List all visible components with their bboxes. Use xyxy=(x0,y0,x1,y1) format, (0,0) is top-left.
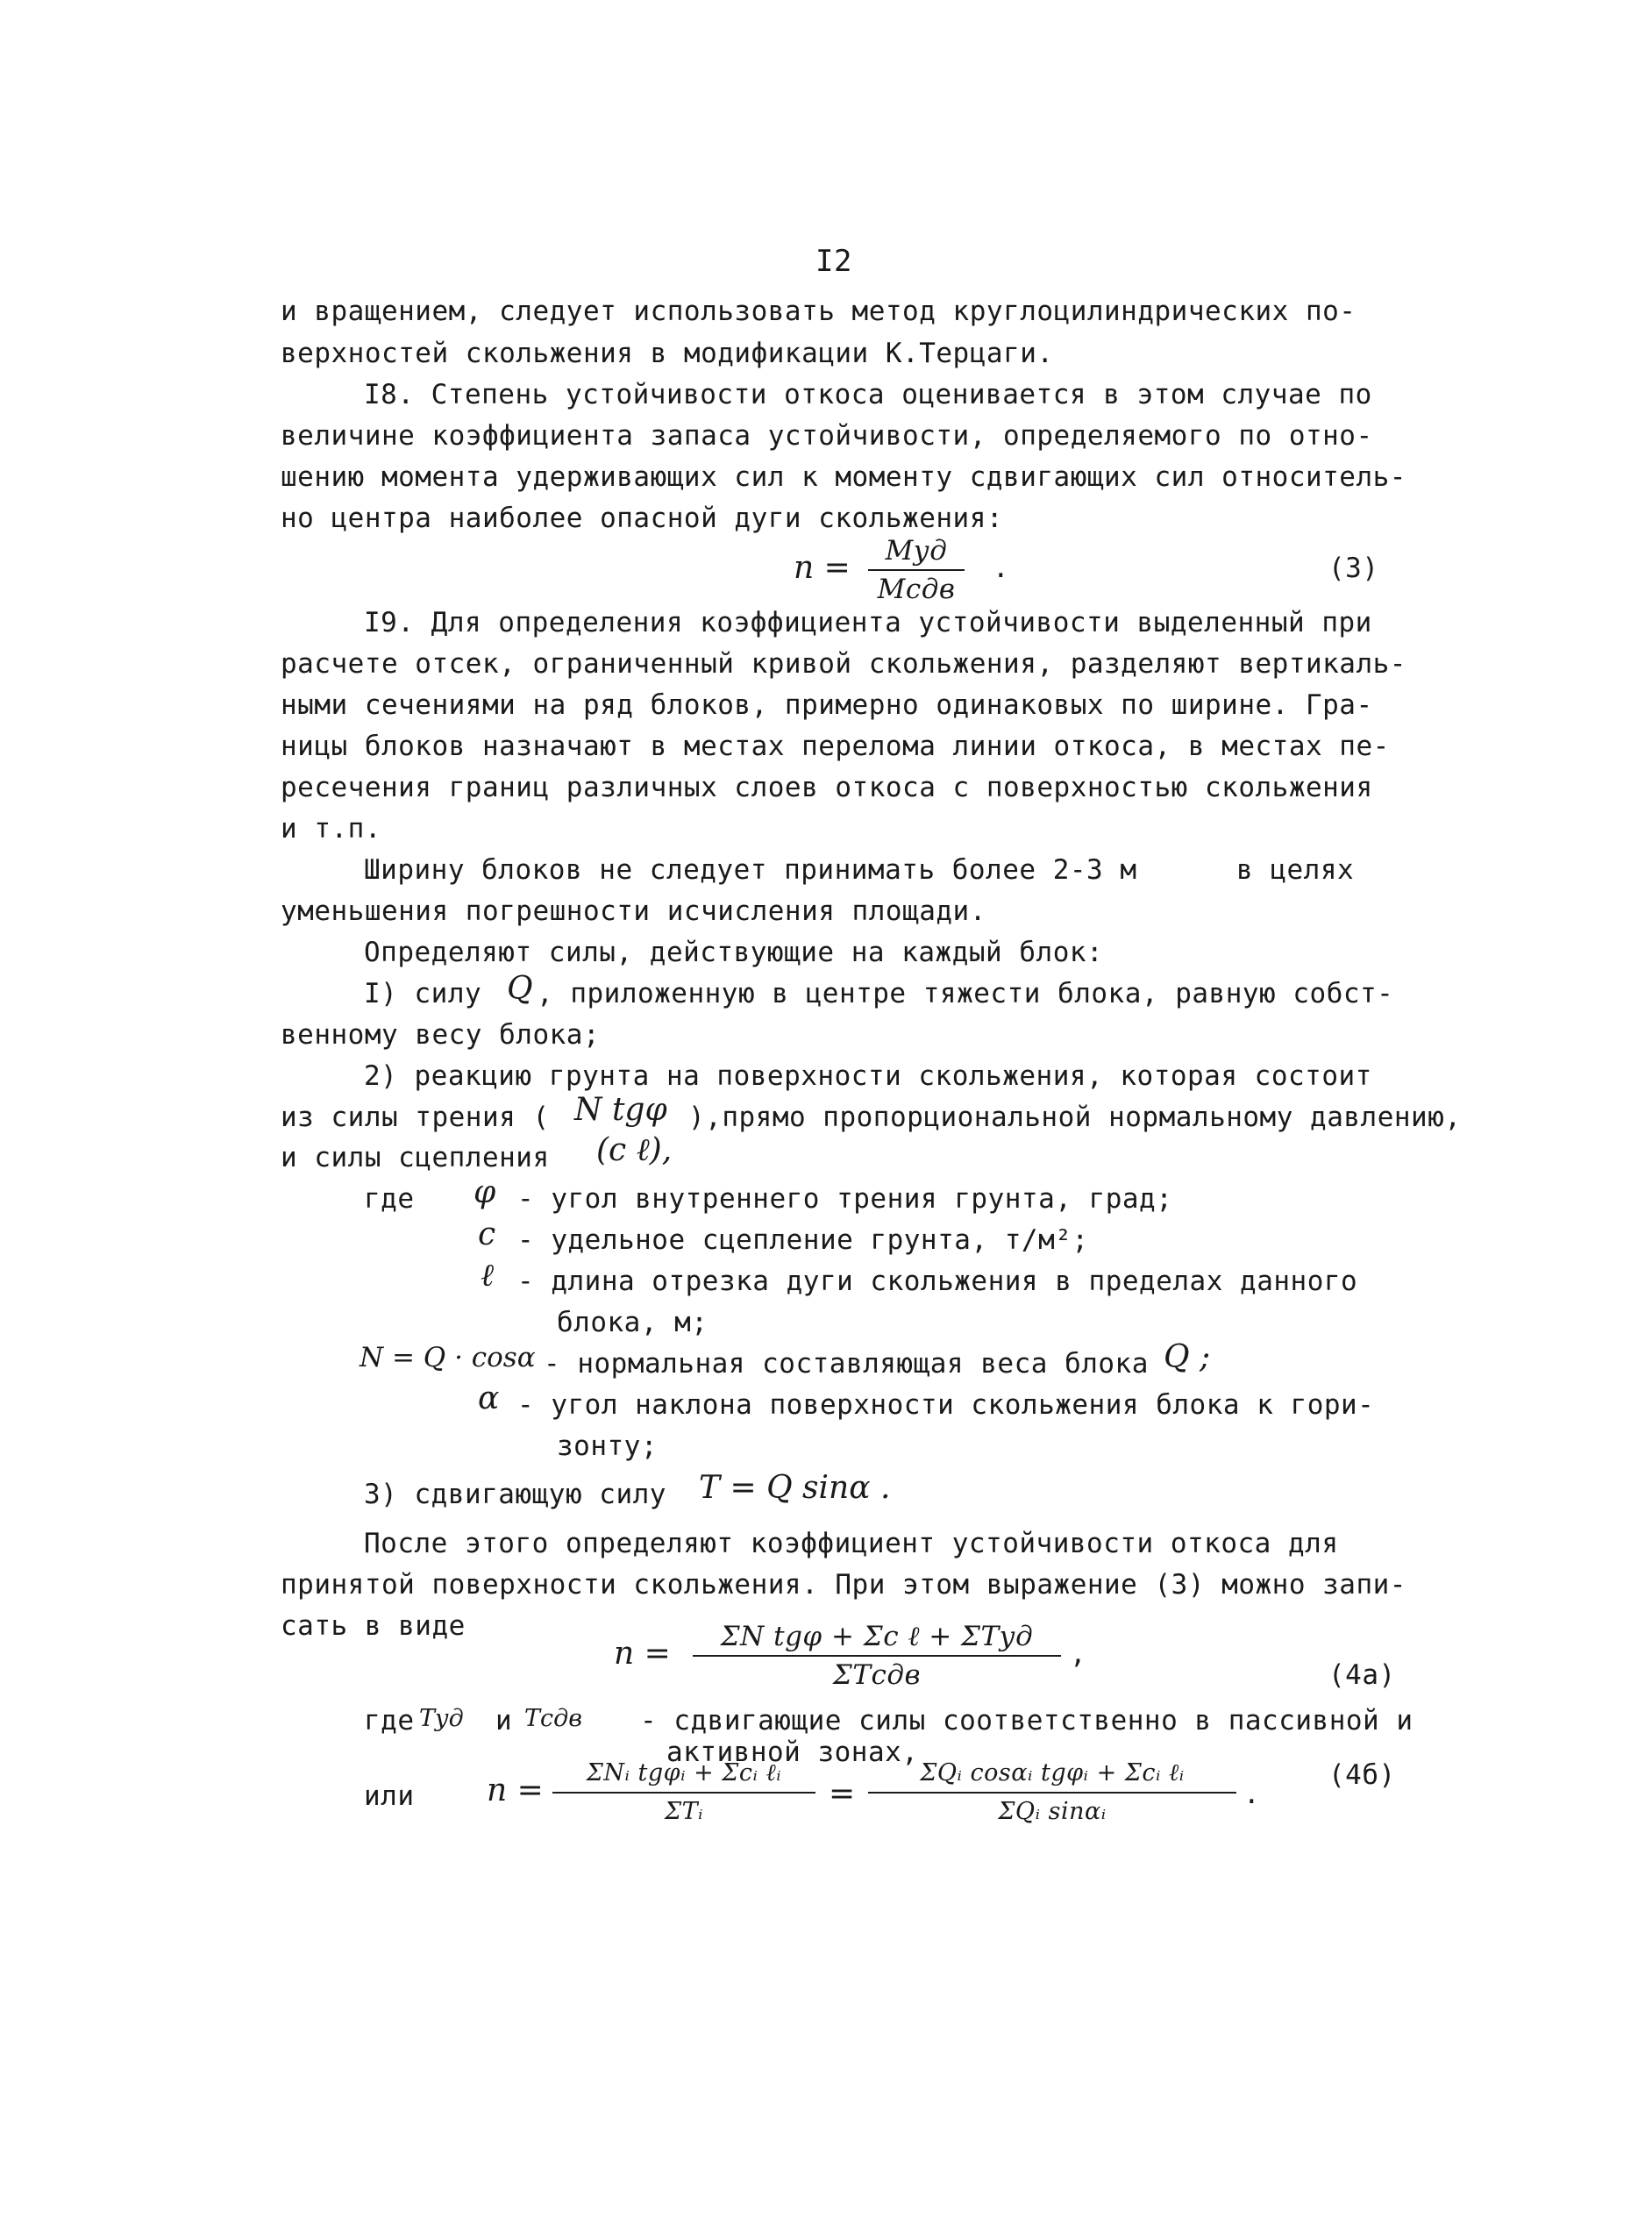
text-line: зонту; xyxy=(557,1430,658,1462)
text-line: принятой поверхности скольжения. При этом выражение (3) можно запи- xyxy=(281,1569,1406,1601)
text-line: величине коэффициента запаса устойчивости, определяемого по отно- xyxy=(281,420,1373,452)
definition-alpha: - угол наклона поверхности скольжения блока к гори- xyxy=(517,1389,1375,1421)
formula-4a-tail: , xyxy=(1070,1638,1087,1670)
list-item-1: I) силу xyxy=(364,978,482,1009)
formula-3-denominator: Mсдв xyxy=(877,574,956,605)
text-line: ными сечениями на ряд блоков, примерно одинаковых по ширине. Гра- xyxy=(281,689,1373,721)
formula-4a-numerator: ΣN tgφ + Σc ℓ + ΣTуд xyxy=(720,1621,1034,1652)
text-line: - сдвигающие силы соответственно в пассивной и xyxy=(640,1705,1413,1737)
text-line: но центра наиболее опасной дуги скольжения: xyxy=(281,503,1004,534)
text-line: уменьшения погрешности исчисления площади. xyxy=(281,895,986,927)
text-line: блока, м; xyxy=(557,1307,709,1338)
formula-3-fraction xyxy=(868,535,965,605)
where-label: где xyxy=(364,1183,415,1215)
text-line: активной зонах, xyxy=(666,1737,919,1768)
formula-4b-lhs: n = xyxy=(487,1772,544,1808)
formula-4b-number: (4б) xyxy=(1328,1759,1396,1791)
text-line: верхностей скольжения в модификации К.Терцаги. xyxy=(281,338,1054,369)
definition-l: - длина отрезка дуги скольжения в пределах данного xyxy=(517,1266,1358,1297)
symbol-T-ud: Tуд xyxy=(419,1705,464,1732)
text-line: шению момента удерживающих сил к моменту сдвигающих сил относитель- xyxy=(281,461,1406,493)
text-line: в целях xyxy=(1236,854,1355,886)
symbol-c-l: (c ℓ), xyxy=(596,1132,673,1168)
formula-4a-number: (4а) xyxy=(1328,1659,1396,1691)
or-label: или xyxy=(364,1780,415,1812)
text-line: ницы блоков назначают в местах перелома линии откоса, в местах пе- xyxy=(281,731,1390,762)
symbol-Q-2: Q ; xyxy=(1164,1339,1211,1375)
page-number: I2 xyxy=(815,244,852,279)
formula-3-numerator: Mуд xyxy=(885,535,948,567)
definition-N: - нормальная составляющая веса блока xyxy=(544,1348,1149,1380)
symbol-l: ℓ xyxy=(481,1258,494,1294)
symbol-N-tg-phi: N tgφ xyxy=(574,1092,667,1128)
formula-3-tail: . xyxy=(993,553,1010,584)
formula-4a-denominator: ΣTсдв xyxy=(832,1659,922,1691)
formula-4b-equals: = xyxy=(829,1776,856,1812)
fraction-bar xyxy=(868,1792,1236,1794)
fraction-bar xyxy=(552,1792,815,1794)
symbol-Q: Q xyxy=(507,971,533,1007)
paragraph-18-start: I8. Степень устойчивости откоса оценивается в этом случае по xyxy=(364,379,1372,410)
text-line: и xyxy=(495,1705,513,1737)
text-line: из силы трения ( xyxy=(281,1102,550,1133)
list-item-2: 2) реакцию грунта на поверхности скольжения, которая состоит xyxy=(364,1060,1372,1092)
text-line: После этого определяют коэффициент устойчивости откоса для xyxy=(364,1528,1339,1559)
list-item-3: 3) сдвигающую силу xyxy=(364,1479,666,1510)
formula-4b-fraction-2 xyxy=(868,1758,1236,1828)
symbol-T-sdv: Tсдв xyxy=(524,1705,582,1732)
symbol-phi: φ xyxy=(474,1174,496,1210)
formula-4b-numerator-1: ΣNᵢ tgφᵢ + Σcᵢ ℓᵢ xyxy=(586,1759,782,1787)
text-line: венному весу блока; xyxy=(281,1019,601,1051)
text-line: Ширину блоков не следует принимать более 2-3 м xyxy=(364,854,1137,886)
formula-4b-denominator-2: ΣQᵢ sinαᵢ xyxy=(998,1798,1107,1825)
definition-phi: - угол внутреннего трения грунта, град; xyxy=(517,1183,1173,1215)
formula-4b-tail: . xyxy=(1243,1779,1261,1810)
formula-4a-lhs: n = xyxy=(614,1636,671,1672)
symbol-N-equation: N = Q · cosα xyxy=(360,1342,536,1373)
text-line: и вращением, следует использовать метод круглоцилиндрических по- xyxy=(281,296,1356,327)
text-line: Определяют силы, действующие на каждый блок: xyxy=(364,937,1104,968)
text-line: и т.п. xyxy=(281,813,381,845)
formula-4b-denominator-1: ΣTᵢ xyxy=(664,1798,704,1825)
text-line: , приложенную в центре тяжести блока, равную собст- xyxy=(537,978,1394,1009)
symbol-alpha: α xyxy=(478,1380,500,1416)
fraction-bar xyxy=(868,569,965,571)
text-line: и силы сцепления xyxy=(281,1142,550,1173)
formula-3-number: (3) xyxy=(1328,553,1379,584)
formula-4b-numerator-2: ΣQᵢ cosαᵢ tgφᵢ + Σcᵢ ℓᵢ xyxy=(920,1759,1185,1787)
symbol-T-equation: T = Q sinα . xyxy=(699,1470,891,1506)
formula-3-lhs: n = xyxy=(794,550,851,586)
text-line: ресечения границ различных слоев откоса с поверхностью скольжения xyxy=(281,772,1373,803)
symbol-c: c xyxy=(478,1216,496,1252)
formula-4b-fraction-1 xyxy=(552,1758,815,1828)
paragraph-19-start: I9. Для определения коэффициента устойчивости выделенный при xyxy=(364,607,1372,638)
where-label-2: где xyxy=(364,1705,415,1737)
text-line: расчете отсек, ограниченный кривой скольжения, разделяют вертикаль- xyxy=(281,648,1406,680)
formula-4a-fraction xyxy=(693,1621,1061,1691)
fraction-bar xyxy=(693,1655,1061,1657)
definition-c: - удельное сцепление грунта, т/м²; xyxy=(517,1224,1089,1256)
text-line: ),прямо пропорциональной нормальному давлению, xyxy=(688,1102,1462,1133)
text-line: сать в виде xyxy=(281,1610,466,1642)
